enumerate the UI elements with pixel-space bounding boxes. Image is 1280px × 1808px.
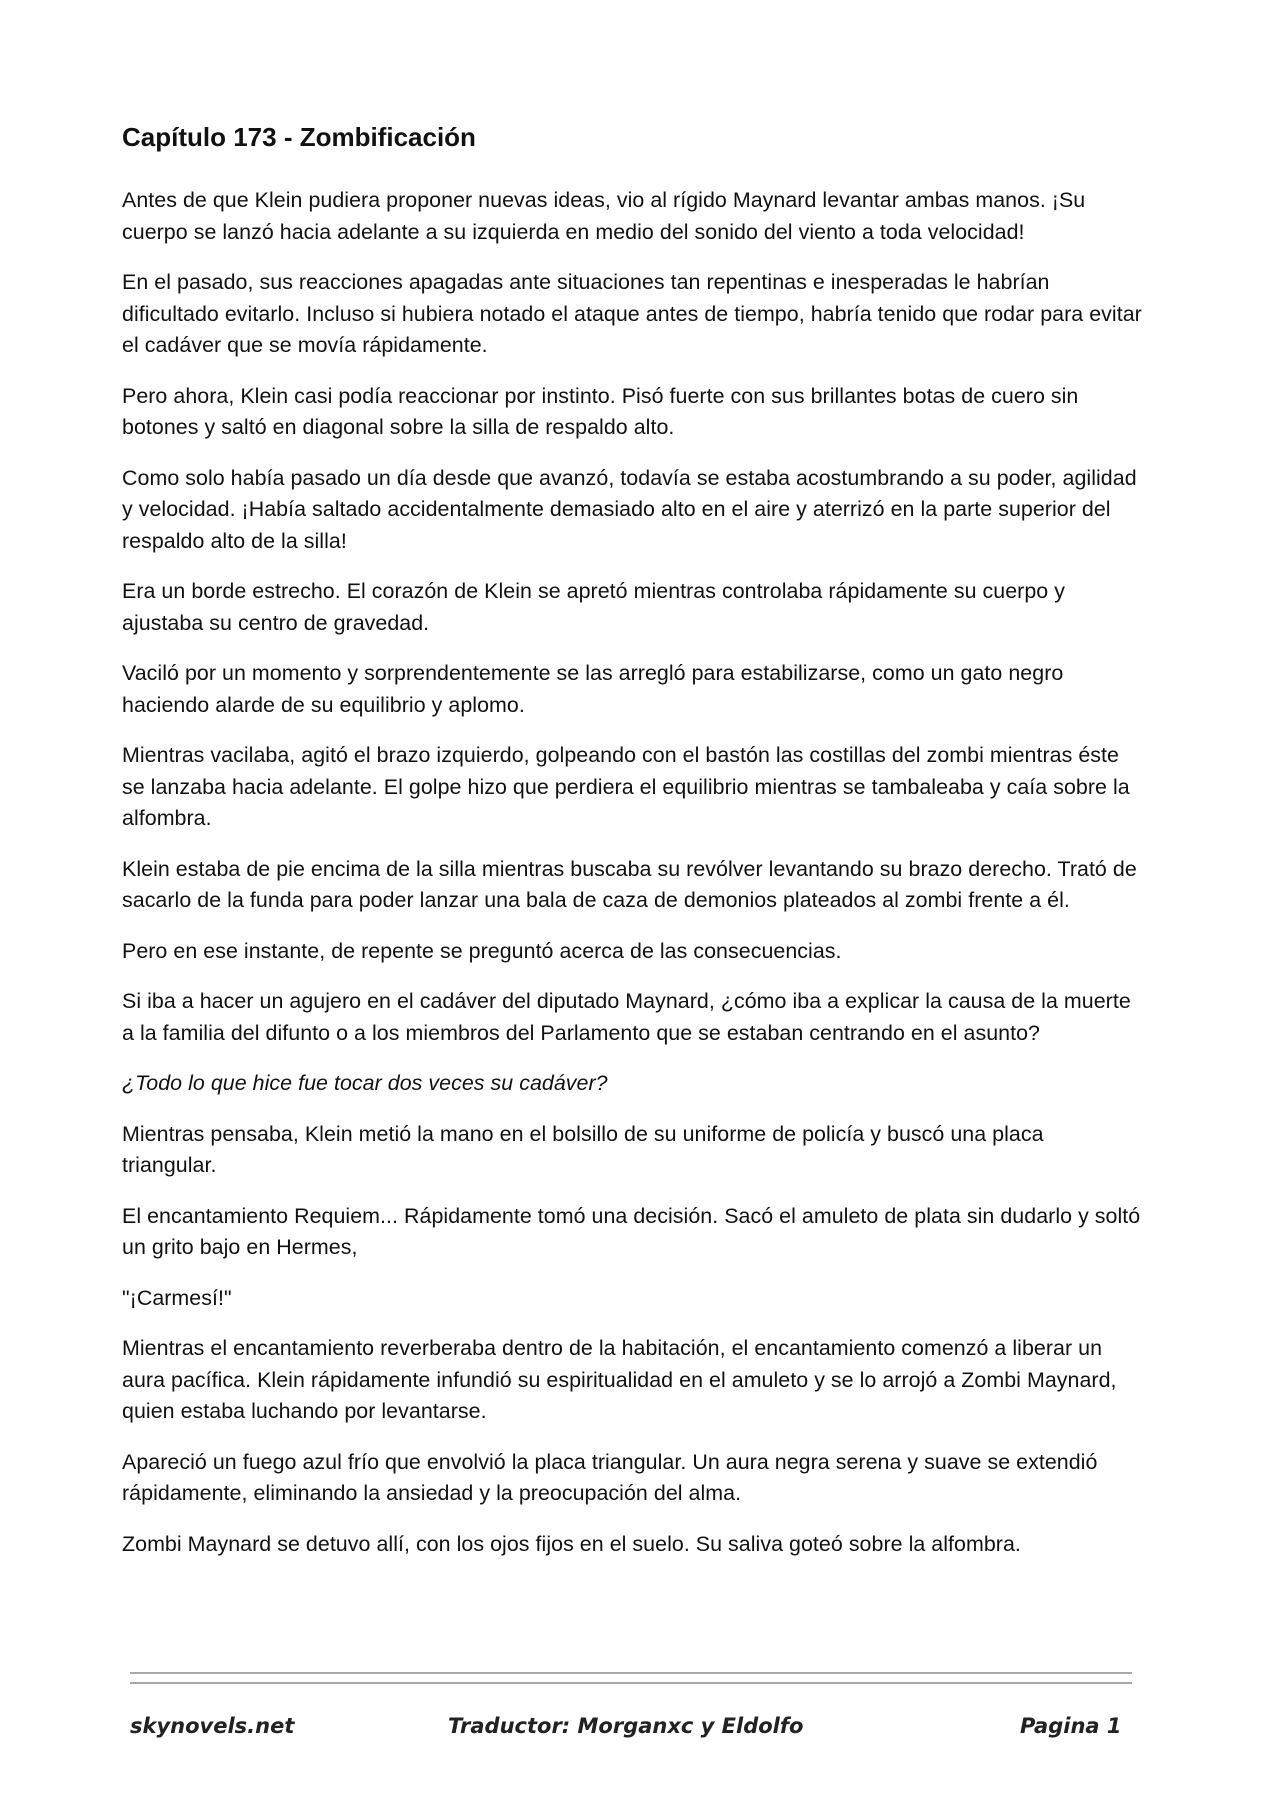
paragraph: Antes de que Klein pudiera proponer nuevas ideas, vio al rígido Maynard levantar ambas manos. ¡Su cuerpo se lanzó hacia adelante a su izquierda en medio del sonido del viento a toda velocidad! — [122, 188, 1086, 244]
paragraph: Klein estaba de pie encima de la silla mientras buscaba su revólver levantando su brazo derecho. Trató de sacarlo de la funda para poder lanzar una bala de caza de demonios plateados al zombi frente a él. — [122, 856, 1137, 912]
paragraph: Mientras pensaba, Klein metió la mano en el bolsillo de su uniforme de policía y buscó una placa triangular. — [122, 1121, 1044, 1177]
paragraph: Era un borde estrecho. El corazón de Klein se apretó mientras controlaba rápidamente su cuerpo y ajustaba su centro de gravedad. — [122, 579, 1065, 635]
paragraph: Pero en ese instante, de repente se preguntó acerca de las consecuencias. — [122, 938, 842, 963]
footer-divider-bottom — [130, 1682, 1132, 1684]
paragraph: Mientras el encantamiento reverberaba dentro de la habitación, el encantamiento comenzó a liberar un aura pacífica. Klein rápidamente infundió su espiritualidad en el amuleto y se lo arrojó a Zombi Maynard, quien estaba luchando por levantarse. — [122, 1336, 1117, 1423]
paragraph: Mientras vacilaba, agitó el brazo izquierdo, golpeando con el bastón las costillas del zombi mientras éste se lanzaba hacia adelante. El golpe hizo que perdiera el equilibrio mientras se tambaleaba y caía sobre la alfombra. — [122, 743, 1130, 830]
paragraph-italic-thought: ¿Todo lo que hice fue tocar dos veces su cadáver? — [122, 1071, 608, 1095]
paragraph: Pero ahora, Klein casi podía reaccionar por instinto. Pisó fuerte con sus brillantes botas de cuero sin botones y saltó en diagonal sobre la silla de respaldo alto. — [122, 383, 1079, 439]
paragraph-dialogue: "¡Carmesí!" — [122, 1285, 232, 1310]
chapter-title: Capítulo 173 - Zombificación — [122, 122, 476, 152]
paragraph: En el pasado, sus reacciones apagadas ante situaciones tan repentinas e inesperadas le habrían dificultado evitarlo. Incluso si hubiera notado el ataque antes de tiempo, habría tenido que rodar para evitar el cadáver que se movía rápidamente. — [122, 270, 1142, 357]
paragraph: Apareció un fuego azul frío que envolvió la placa triangular. Un aura negra serena y suave se extendió rápidamente, eliminando la ansiedad y la preocupación del alma. — [122, 1449, 1098, 1505]
footer-translator: Traductor: Morganxc y Eldolfo — [448, 1714, 804, 1738]
document-body — [122, 118, 1144, 1579]
footer-page-number: Pagina 1 — [1020, 1714, 1122, 1738]
paragraph: El encantamiento Requiem... Rápidamente tomó una decisión. Sacó el amuleto de plata sin dudarlo y soltó un grito bajo en Hermes, — [122, 1203, 1141, 1259]
footer-divider-top — [130, 1672, 1132, 1674]
paragraph: Como solo había pasado un día desde que avanzó, todavía se estaba acostumbrando a su poder, agilidad y velocidad. ¡Había saltado accidentalmente demasiado alto en el aire y aterrizó en la parte superior del respaldo alto de la silla! — [122, 465, 1137, 553]
paragraph: Si iba a hacer un agujero en el cadáver del diputado Maynard, ¿cómo iba a explicar la causa de la muerte a la familia del difunto o a los miembros del Parlamento que se estaban centrando en el asunto? — [122, 989, 1131, 1045]
paragraph: Zombi Maynard se detuvo allí, con los ojos fijos en el suelo. Su saliva goteó sobre la alfombra. — [122, 1531, 1021, 1556]
paragraph: Vaciló por un momento y sorprendentemente se las arregló para estabilizarse, como un gato negro haciendo alarde de su equilibrio y aplomo. — [122, 661, 1064, 717]
footer-site: skynovels.net — [130, 1714, 295, 1738]
